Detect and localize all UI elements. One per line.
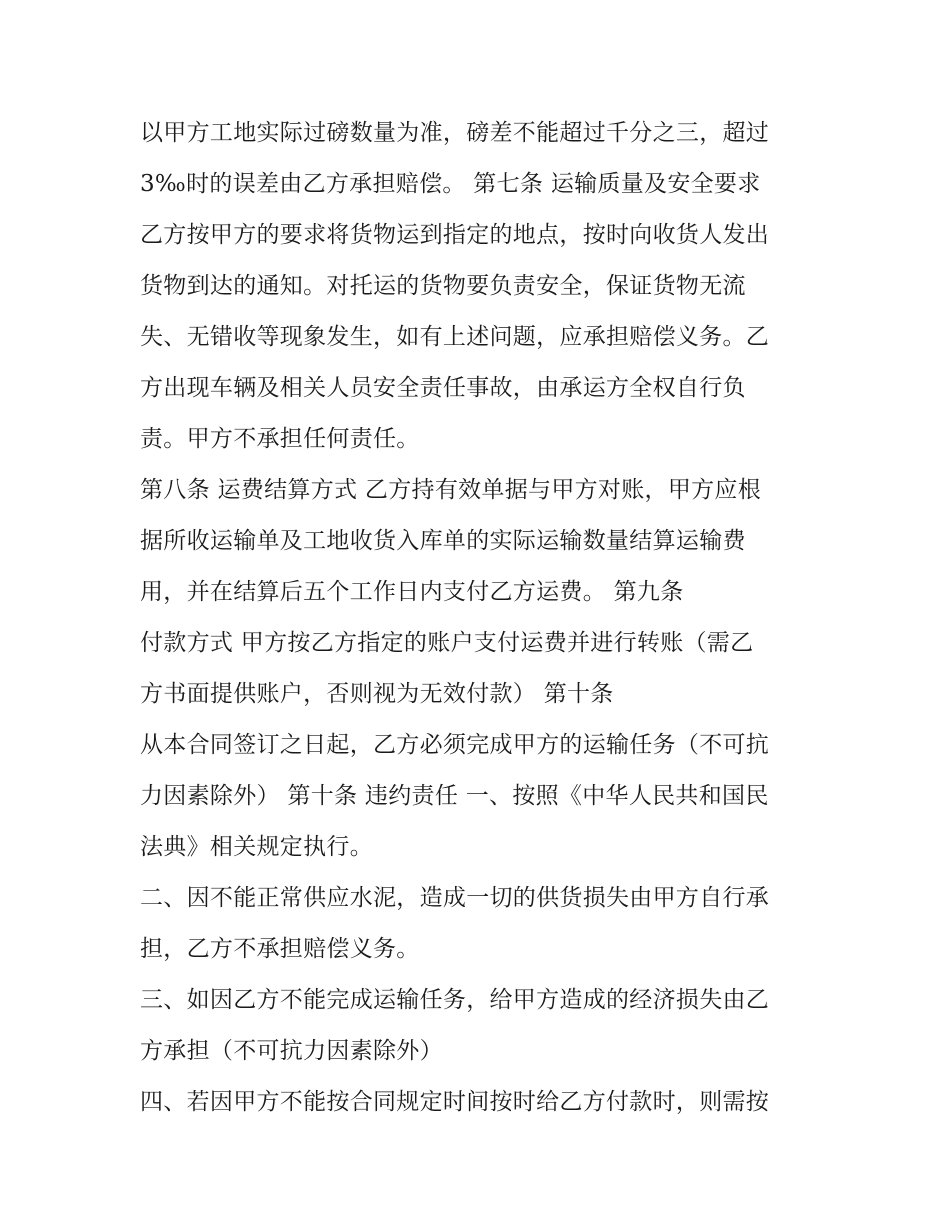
- text-line: 第八条 运费结算方式 乙方持有效单据与甲方对账，甲方应根: [140, 477, 762, 503]
- text-line: 据所收运输单及工地收货入库单的实际运输数量结算运输费: [140, 528, 746, 554]
- contract-text: [140, 108, 820, 1128]
- text-line: 二、因不能正常供应水泥，造成一切的供货损失由甲方自行承: [140, 885, 770, 911]
- text-line: 担，乙方不承担赔偿义务。: [140, 936, 420, 962]
- text-line: 用，并在结算后五个工作日内支付乙方运费。 第九条: [140, 579, 684, 605]
- text-line: 3‰时的误差由乙方承担赔偿。 第七条 运输质量及安全要求: [140, 171, 761, 197]
- text-line: 以甲方工地实际过磅数量为准，磅差不能超过千分之三，超过: [140, 120, 770, 146]
- text-line: 责。甲方不承担任何责任。: [140, 426, 420, 452]
- text-line: 方出现车辆及相关人员安全责任事故，由承运方全权自行负: [140, 375, 746, 401]
- text-line: 法典》相关规定执行。: [140, 834, 373, 860]
- text-line: 力因素除外） 第十条 违约责任 一、按照《中华人民共和国民: [140, 783, 769, 809]
- text-line: 失、无错收等现象发生，如有上述问题，应承担赔偿义务。乙: [140, 324, 770, 350]
- text-line: 方书面提供账户，否则视为无效付款） 第十条: [140, 681, 614, 707]
- text-line: 从本合同签订之日起，乙方必须完成甲方的运输任务（不可抗: [140, 732, 770, 758]
- text-line: 方承担（不可抗力因素除外）: [140, 1038, 443, 1064]
- text-line: 付款方式 甲方按乙方指定的账户支付运费并进行转账（需乙: [140, 630, 754, 656]
- text-line: 乙方按甲方的要求将货物运到指定的地点，按时向收货人发出: [140, 222, 770, 248]
- text-line: 货物到达的通知。对托运的货物要负责安全，保证货物无流: [140, 273, 746, 299]
- text-line: 四、若因甲方不能按合同规定时间按时给乙方付款时，则需按: [140, 1089, 770, 1115]
- text-line: 三、如因乙方不能完成运输任务，给甲方造成的经济损失由乙: [140, 987, 770, 1013]
